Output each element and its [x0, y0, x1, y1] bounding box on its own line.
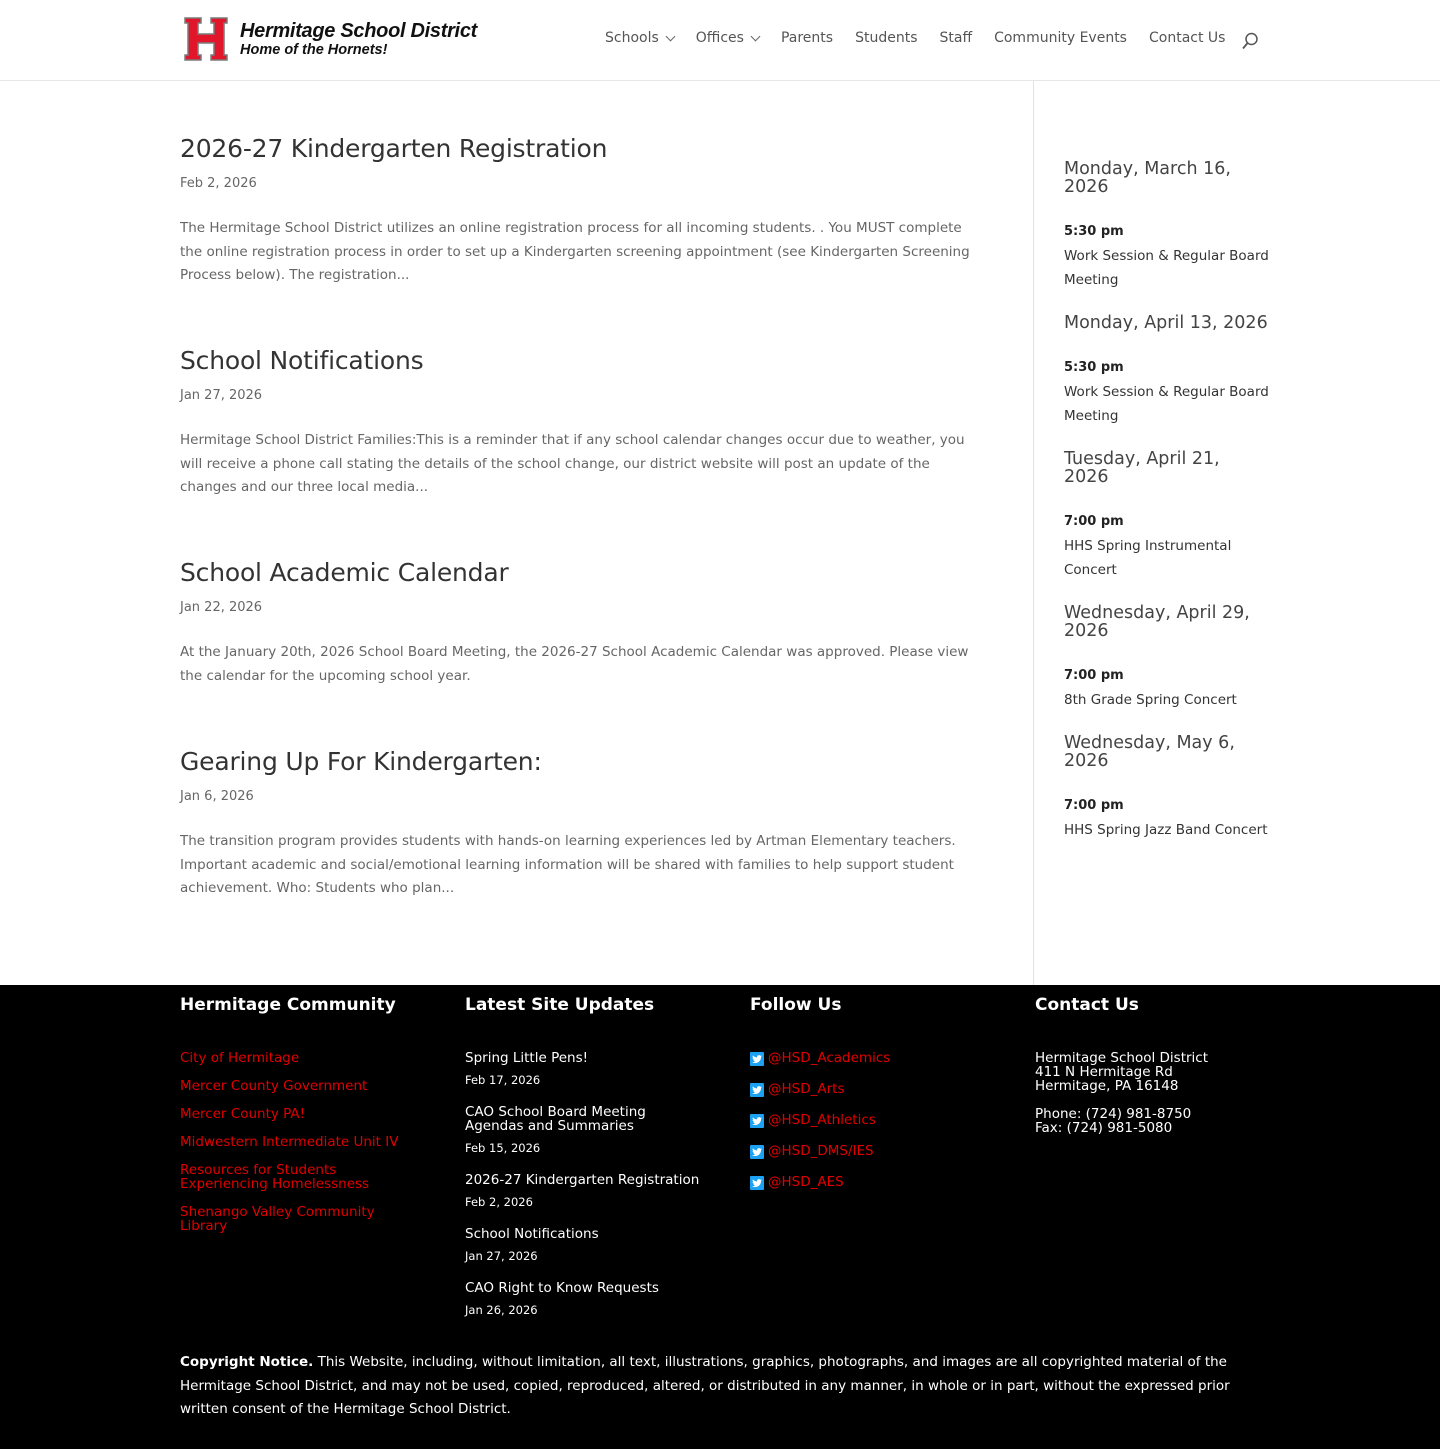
post-item: [180, 133, 980, 345]
post-date: Jan 22, 2026: [180, 600, 263, 615]
nav-parents[interactable]: Parents: [780, 30, 834, 46]
nav-students[interactable]: Students: [855, 30, 918, 46]
twitter-icon: [750, 1145, 764, 1159]
twitter-icon: [750, 1083, 764, 1097]
update-date: Jan 26, 2026: [465, 1303, 538, 1317]
event-item: [1064, 160, 1269, 292]
post-excerpt: Hermitage School District Families:This is a reminder that if any school calendar changes occur due to weather, you will receive a phone call stating the details of the school change, our district website will post an update of the changes and our three local media...: [180, 432, 965, 496]
follow-item: [750, 1082, 990, 1097]
update-title-link[interactable]: CAO School Board Meeting Agendas and Summaries: [465, 1104, 646, 1134]
twitter-link[interactable]: @HSD_Academics: [768, 1050, 891, 1066]
contact-street: 411 N Hermitage Rd: [1035, 1064, 1173, 1080]
follow-item: [750, 1051, 990, 1066]
post-title-link[interactable]: School Academic Calendar: [180, 558, 509, 587]
twitter-link[interactable]: @HSD_Arts: [768, 1081, 845, 1097]
contact-fax: Fax: (724) 981-5080: [1035, 1120, 1173, 1136]
nav-staff[interactable]: Staff: [939, 30, 973, 46]
footer-heading: Follow Us: [750, 995, 842, 1015]
update-date: Feb 2, 2026: [465, 1195, 533, 1209]
follow-item: [750, 1113, 990, 1128]
update-item: [465, 1227, 705, 1263]
chevron-down-icon: [665, 31, 675, 41]
event-date: Monday, March 16, 2026: [1064, 159, 1231, 197]
event-date: Tuesday, April 21, 2026: [1064, 449, 1220, 487]
twitter-icon: [750, 1176, 764, 1190]
event-title-link[interactable]: Work Session & Regular Board Meeting: [1064, 384, 1269, 424]
twitter-icon: [750, 1052, 764, 1066]
post-date: Jan 27, 2026: [180, 388, 263, 403]
event-time: 7:00 pm: [1064, 514, 1124, 529]
event-time: 5:30 pm: [1064, 360, 1124, 375]
event-date: Wednesday, April 29, 2026: [1064, 603, 1250, 641]
site-header: [0, 0, 1440, 81]
nav-label: Schools: [605, 30, 659, 46]
nav-label: Offices: [695, 30, 744, 46]
site-logo[interactable]: [184, 17, 477, 61]
post-excerpt: At the January 20th, 2026 School Board Meeting, the 2026-27 School Academic Calendar was approved. Please view the calendar for the upcoming school year.: [180, 644, 969, 684]
nav-schools[interactable]: [605, 30, 674, 46]
footer-follow-column: [750, 995, 990, 1206]
hornets-h-logo-icon: [184, 17, 228, 61]
twitter-link[interactable]: @HSD_DMS/IES: [768, 1143, 874, 1159]
footer-heading: Contact Us: [1035, 995, 1139, 1015]
community-link[interactable]: Resources for Students Experiencing Homelessness: [180, 1162, 370, 1192]
community-link[interactable]: Mercer County Government: [180, 1078, 368, 1094]
post-title-link[interactable]: 2026-27 Kindergarten Registration: [180, 134, 608, 163]
update-title-link[interactable]: Spring Little Pens!: [465, 1050, 589, 1066]
event-title-link[interactable]: Work Session & Regular Board Meeting: [1064, 248, 1269, 288]
footer-updates-column: [465, 995, 705, 1335]
event-title-link[interactable]: HHS Spring Jazz Band Concert: [1064, 822, 1268, 838]
post-title-link[interactable]: Gearing Up For Kindergarten:: [180, 747, 542, 776]
update-date: Jan 27, 2026: [465, 1249, 538, 1263]
post-item: [180, 746, 980, 958]
footer-heading: Hermitage Community: [180, 995, 396, 1015]
event-item: [1064, 604, 1269, 712]
nav-community-events[interactable]: Community Events: [994, 30, 1127, 46]
upcoming-events-sidebar: [1064, 160, 1269, 864]
update-date: Feb 15, 2026: [465, 1141, 541, 1155]
update-item: [465, 1051, 705, 1087]
post-date: Jan 6, 2026: [180, 789, 254, 804]
sidebar-divider: [1033, 81, 1034, 985]
update-title-link[interactable]: CAO Right to Know Requests: [465, 1280, 659, 1296]
contact-city: Hermitage, PA 16148: [1035, 1078, 1179, 1094]
event-title-link[interactable]: HHS Spring Instrumental Concert: [1064, 538, 1232, 578]
copyright-notice: [180, 1351, 1260, 1422]
event-item: [1064, 734, 1269, 842]
chevron-down-icon: [751, 31, 761, 41]
twitter-link[interactable]: @HSD_Athletics: [768, 1112, 876, 1128]
site-footer: [0, 985, 1440, 1449]
update-item: [465, 1281, 705, 1317]
update-item: [465, 1173, 705, 1209]
logo-subtitle: Home of the Hornets!: [240, 41, 388, 58]
post-item: [180, 557, 980, 746]
post-title-link[interactable]: School Notifications: [180, 346, 424, 375]
search-icon[interactable]: [1241, 32, 1259, 50]
follow-item: [750, 1175, 990, 1190]
logo-title: Hermitage School District: [240, 19, 478, 42]
event-date: Wednesday, May 6, 2026: [1064, 733, 1235, 771]
update-title-link[interactable]: 2026-27 Kindergarten Registration: [465, 1172, 700, 1188]
community-link[interactable]: City of Hermitage: [180, 1050, 300, 1066]
post-item: [180, 345, 980, 557]
event-time: 5:30 pm: [1064, 224, 1124, 239]
post-list: [180, 133, 980, 958]
event-date: Monday, April 13, 2026: [1064, 313, 1268, 333]
contact-phone: Phone: (724) 981-8750: [1035, 1106, 1192, 1122]
twitter-icon: [750, 1114, 764, 1128]
twitter-link[interactable]: @HSD_AES: [768, 1174, 844, 1190]
footer-heading: Latest Site Updates: [465, 995, 655, 1015]
copyright-label: Copyright Notice.: [180, 1354, 314, 1370]
copyright-text: This Website, including, without limitation, all text, illustrations, graphics, photographs, and images are all copyrighted material of the Hermitage School District, and may not be used, copied, reproduced, altered, or distributed in any manner, in whole or in part, without the expressed prior written consent of the Hermitage School District.: [180, 1354, 1230, 1418]
event-item: [1064, 450, 1269, 582]
footer-contact-column: [1035, 995, 1275, 1135]
event-title-link[interactable]: 8th Grade Spring Concert: [1064, 692, 1237, 708]
event-item: [1064, 314, 1269, 428]
event-time: 7:00 pm: [1064, 798, 1124, 813]
event-time: 7:00 pm: [1064, 668, 1124, 683]
update-item: [465, 1105, 705, 1155]
main-content: [0, 81, 1440, 985]
nav-offices[interactable]: [696, 30, 759, 46]
follow-item: [750, 1144, 990, 1159]
main-nav: [605, 30, 1247, 46]
contact-name: Hermitage School District: [1035, 1050, 1209, 1066]
post-excerpt: The Hermitage School District utilizes an online registration process for all incoming students. . You MUST complete the online registration process in order to set up a Kindergarten screening appointment (see Kindergarten Screening Process below). The registration...: [180, 220, 970, 284]
post-date: Feb 2, 2026: [180, 176, 257, 191]
community-link[interactable]: Shenango Valley Community Library: [180, 1204, 375, 1234]
footer-community-column: [180, 995, 420, 1247]
nav-contact-us[interactable]: Contact Us: [1148, 30, 1226, 46]
update-date: Feb 17, 2026: [465, 1073, 541, 1087]
community-link[interactable]: Mercer County PA!: [180, 1106, 306, 1122]
community-link[interactable]: Midwestern Intermediate Unit IV: [180, 1134, 399, 1150]
update-title-link[interactable]: School Notifications: [465, 1226, 599, 1242]
post-excerpt: The transition program provides students with hands-on learning experiences led by Artman Elementary teachers. Important academic and social/emotional learning information will be shared with families to help support student achievement. Who: Students who plan...: [180, 833, 956, 897]
